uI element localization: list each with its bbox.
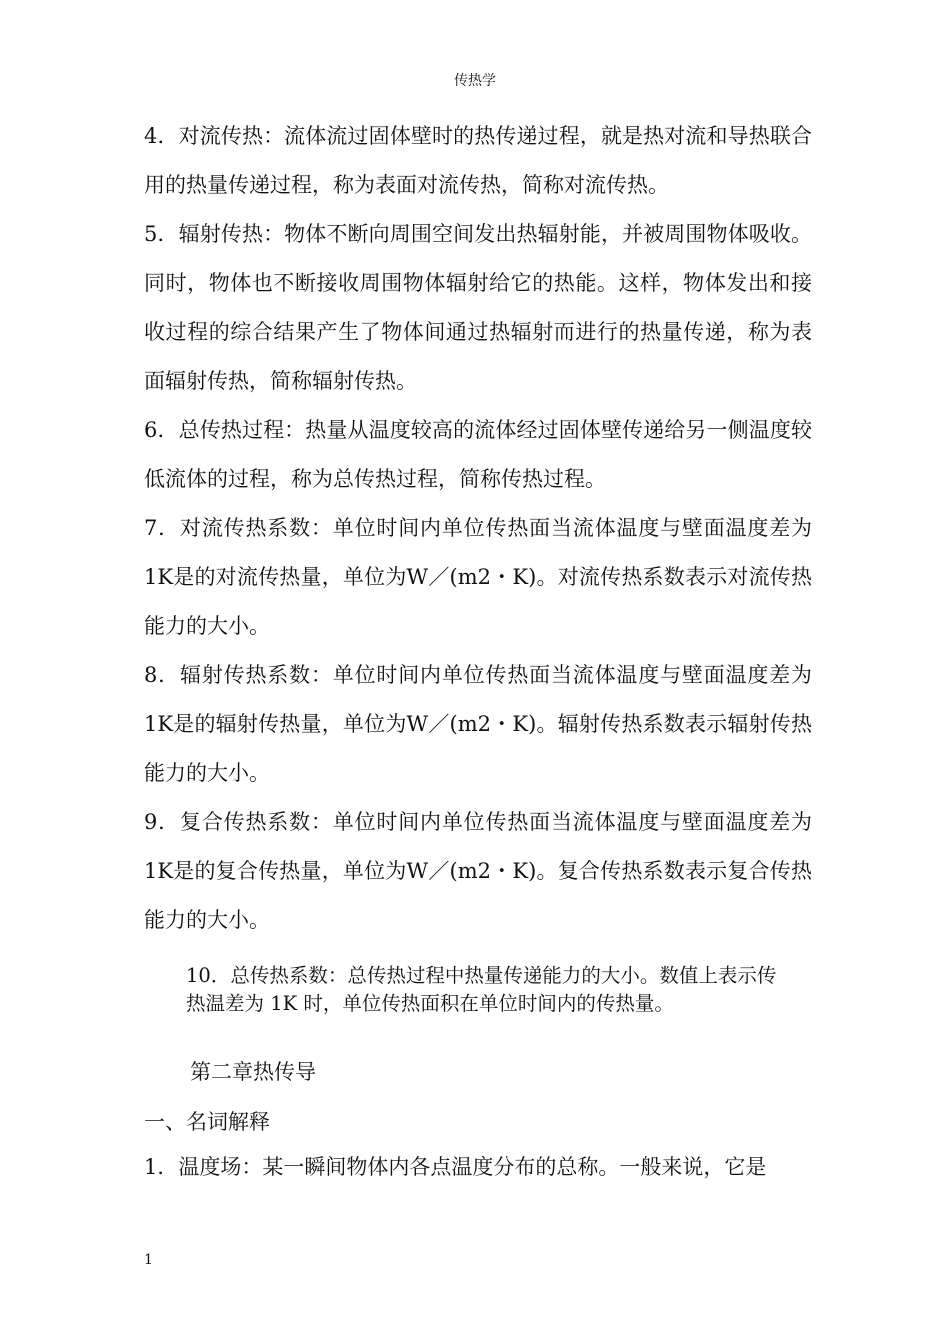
page-number: 1 <box>144 1252 153 1268</box>
paragraph-9: 9．复合传热系数：单位时间内单位传热面当流体温度与壁面温度差为1K是的复合传热量，单位为W／(m2・K)。复合传热系数表示复合传热能力的大小。 <box>144 810 812 932</box>
paragraph-temperature-field: 1．温度场：某一瞬间物体内各点温度分布的总称。一般来说，它是 <box>144 1155 767 1179</box>
paragraph-5: 5．辐射传热：物体不断向周围空间发出热辐射能，并被周围物体吸收。同时，物体也不断接收周围物体辐射给它的热能。这样，物体发出和接收过程的综合结果产生了物体间通过热辐射而进行的热量传递，称为表面辐射传热，简称辐射传热。 <box>144 222 812 393</box>
section-title: 一、名词解释 <box>144 1110 270 1134</box>
paragraph-10: 10．总传热系数：总传热过程中热量传递能力的大小。数值上表示传热温差为 1K 时，单位传热面积在单位时间内的传热量。 <box>186 964 777 1015</box>
paragraph-7: 7．对流传热系数：单位时间内单位传热面当流体温度与壁面温度差为1K是的对流传热量，单位为W／(m2・K)。对流传热系数表示对流传热能力的大小。 <box>144 516 812 638</box>
paragraph-4: 4．对流传热：流体流过固体壁时的热传递过程，就是热对流和导热联合用的热量传递过程，称为表面对流传热，简称对流传热。 <box>144 124 812 197</box>
paragraph-6: 6．总传热过程：热量从温度较高的流体经过固体壁传递给另一侧温度较低流体的过程，称为总传热过程，简称传热过程。 <box>144 418 812 491</box>
chapter-title: 第二章热传导 <box>190 1060 316 1084</box>
page-header: 传热学 <box>454 73 496 89</box>
paragraph-8: 8．辐射传热系数：单位时间内单位传热面当流体温度与壁面温度差为1K是的辐射传热量，单位为W／(m2・K)。辐射传热系数表示辐射传热能力的大小。 <box>144 663 812 785</box>
